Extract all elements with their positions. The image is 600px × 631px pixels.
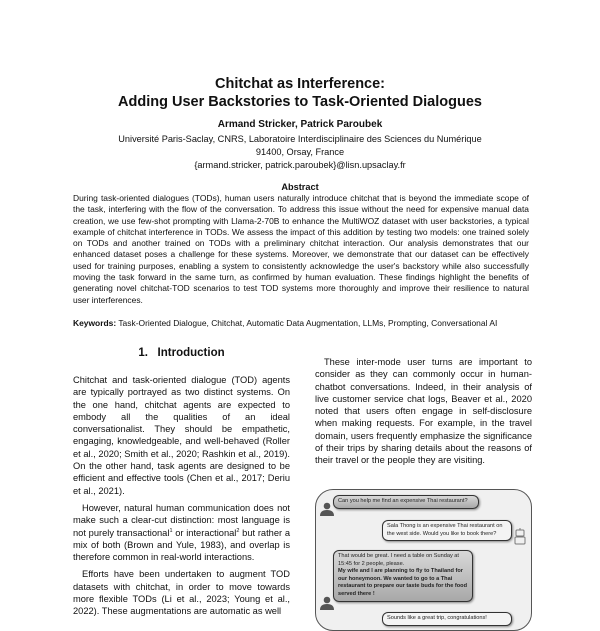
- right-column: [315, 356, 532, 472]
- affiliation: [0, 133, 600, 172]
- affiliation-institution: Université Paris-Saclay, CNRS, Laboratoire Interdisciplinaire des Sciences du Numérique: [118, 134, 482, 144]
- user-backstory: My wife and I are planning to fly to Thailand for our honeymoon. We wanted to go to a Thai restaurant to prepare our taste buds for the food served there !: [338, 568, 467, 597]
- left-column: [73, 374, 290, 623]
- p2-text-c: but rather a mix of both (Brown and Yule, 1983), and overlap is therefore common in real-world interactions.: [73, 527, 291, 563]
- author-email: {armand.stricker, patrick.paroubek}@lisn.upsaclay.fr: [194, 160, 406, 170]
- user-bubble-2: [333, 550, 473, 602]
- bot-bubble-1: Sala Thong is an expensive Thai restaurant on the west side. Would you like to book there?: [382, 520, 512, 541]
- intro-paragraph-1: Chitchat and task-oriented dialogue (TOD) agents are typically portrayed as two distinct systems. On the one hand, chitchat agents are expected to embody all the qualities of an ideal conversationalist. They should be empathetic, engaging, knowledgeable, and well-behaved (Roller et al., 2020; Smith et al., 2020; Rashkin et al., 2019). On the other hand, task agents are designed to be efficient and effective tools (Chen et al., 2017; Deriu et al., 2021).: [73, 375, 290, 496]
- user-icon: [320, 502, 334, 516]
- user-request: That would be great. I need a table on Sunday at 15:45 for 2 people, please.: [338, 553, 459, 567]
- keywords: [73, 317, 529, 330]
- paper-title: [0, 75, 600, 111]
- user-bubble-1: Can you help me find an expensive Thai restaurant?: [333, 495, 479, 509]
- intro-paragraph-2: [73, 502, 290, 563]
- intro-paragraph-4: These inter-mode user turns are important to consider as they can commonly occur in human-chatbot conversations. Indeed, in their analysis of live customer service chat logs, Beaver et al., 2020 noted that users often engage in self-disclosure when making requests. For example, in the travel domain, users frequently emphasize the significance of their trips by sharing details about the reasons of their travel or the people they are visiting.: [315, 357, 532, 466]
- footnote-marker-2[interactable]: 2: [236, 527, 240, 534]
- keywords-text: Task-Oriented Dialogue, Chitchat, Automatic Data Augmentation, LLMs, Prompting, Conversational AI: [118, 318, 498, 328]
- title-line-2: Adding User Backstories to Task-Oriented Dialogues: [118, 94, 482, 110]
- user-icon: [320, 596, 334, 610]
- abstract-text: During task-oriented dialogues (TODs), human users naturally introduce chitchat that is beyond the immediate scope of the task, interfering with the flow of the conversation. To address this issue without the need for expensive manual data creation, we use few-shot prompting with Llama-2-70B to enhance the MultiWOZ dataset with user backstories, a typical example of chitchat interference in TODs. We assess the impact of this addition by testing two models: one trained solely on TODs and another trained on TODs with a preliminary chitchat interaction. Our analysis demonstrates that our enhanced dataset poses a challenge for these systems. Moreover, we demonstrate that our dataset can be effectively used for training purposes, enabling a system to consistently acknowledge the user's backstory while also successfully moving the task forward in the same turn, as confirmed by human evaluation. These findings highlight the benefits of generating novel chitchat-TOD scenarios to test TOD systems more thoroughly and improve their resilience to natural user interferences.: [73, 193, 529, 305]
- footnote-marker-1[interactable]: 1: [169, 527, 173, 534]
- p2-text-a: However, natural human communication does not make such a clear-cut distinction: most language is not purely transactional: [73, 502, 290, 538]
- section-heading-introduction: 1. Introduction: [138, 347, 225, 359]
- intro-paragraph-3: Efforts have been undertaken to augment TOD datasets with chitchat, in order to move towards more flexible TODs (Li et al., 2023; Young et al., 2022). These augmentations are automatic as well: [73, 569, 290, 617]
- affiliation-address: 91400, Orsay, France: [255, 147, 345, 157]
- robot-icon: [513, 528, 527, 546]
- title-line-1: Chitchat as Interference:: [214, 76, 386, 92]
- bot-bubble-2: Sounds like a great trip, congratulations!: [382, 612, 512, 626]
- p2-text-b: or interactional: [172, 527, 237, 538]
- authors: Armand Stricker, Patrick Paroubek: [217, 119, 383, 130]
- dialogue-figure: [315, 489, 532, 631]
- keywords-label: Keywords:: [73, 318, 117, 328]
- abstract-heading: Abstract: [281, 182, 319, 192]
